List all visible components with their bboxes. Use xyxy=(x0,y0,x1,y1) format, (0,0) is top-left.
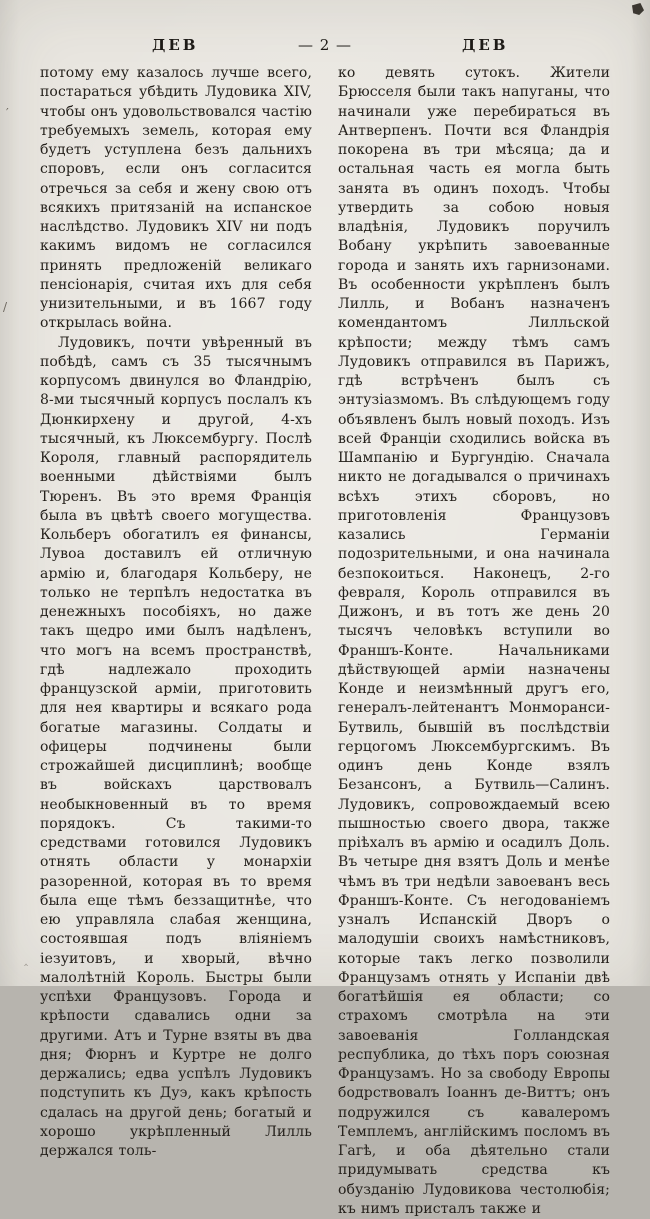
right-column xyxy=(338,64,610,1219)
ink-speck xyxy=(632,3,644,15)
header-keyword-left: ДЕВ xyxy=(152,36,199,54)
page-header xyxy=(0,36,650,56)
scan-artifact: ‸ xyxy=(24,952,29,966)
scan-artifact: / xyxy=(3,300,8,314)
scan-artifact: ′ xyxy=(6,106,9,120)
paragraph: потому ему казалось лучше всего, постараться убѣдить Лудовика XIV, чтобы онъ удовольствовался частію требуемыхъ земель, которая ему будетъ уступлена безъ дальнихъ споровъ, если онъ согласится отречься за себя и жену свою отъ всякихъ притязаній на испанское наслѣдство. Лудовикъ XIV ни подъ какимъ видомъ не согласился принять предложеній великаго пенсіонарія, считая ихъ для себя унизительными, и въ 1667 году открылась война. xyxy=(40,65,312,332)
paragraph: ко девять сутокъ. Жители Брюсселя были такъ напуганы, что начинали уже перебираться въ Антверпенъ. Почти вся Фландрія покорена въ три мѣсяца; да и остальная часть ея могла быть занята въ одинъ походъ. Чтобы утвердить за собою новыя владѣнія, Лудовикъ поручилъ Вобану укрѣпить завоеванные города и занять ихъ гарнизонами. Въ особенности укрѣпленъ былъ Лилль, и Вобанъ назначенъ комендантомъ Лилльской крѣпости; между тѣмъ самъ Лудовикъ отправился въ Парижъ, гдѣ встрѣченъ былъ съ энтузіазмомъ. Въ слѣдующемъ году объявленъ былъ новый походъ. Изъ всей Франціи сходились войска въ Шампанію и Бургундію. Сначала никто не догадывался о причинахъ всѣхъ этихъ сборовъ, но приготовленія Французовъ казались Германіи подозрительными, и она начинала безпокоиться. Наконецъ, 2-го февраля, Король отправился въ Дижонъ, и въ тотъ же день 20 тысячъ человѣкъ вступили во Франшъ-Конте. Начальниками дѣйствующей арміи назначены Конде и неизмѣнный другъ его, генералъ-лейтенантъ Монморанси-Бутвиль, бывшій въ послѣдствіи герцогомъ Люксембургскимъ. Въ одинъ день Конде взялъ Безансонъ, а Бутвиль—Салинъ. Лудовикъ, сопровождаемый всею пышностью своего двора, также пріѣхалъ въ армію и осадилъ Доль. Въ четыре дня взятъ Доль и менѣе чѣмъ въ три недѣли завоеванъ весь Франшъ-Конте. Съ негодованіемъ узналъ Испанскій Дворъ о малодушіи своихъ намѣстниковъ, которые такъ легко позволили Французамъ отнять у Испаніи двѣ богатѣйшія ея области; со страхомъ смотрѣла на эти завоеванія Голландская республика, до тѣхъ поръ союзная Французамъ. Но за свободу Европы бодрствовалъ Іоаннъ де-Виттъ; онъ подружился съ кавалеромъ Темплемъ, англійскимъ посломъ въ Гагѣ, и оба дѣятельно стали придумывать средства къ обузданію Лудовикова честолюбія; къ нимъ присталъ также и xyxy=(338,65,610,1217)
paragraph: Лудовикъ, почти увѣренный въ побѣдѣ, самъ съ 35 тысячнымъ корпусомъ двинулся во Фландрію, 8-ми тысячный корпусъ послалъ къ Дюнкирхену и другой, 4-хъ тысячный, къ Люксембургу. Послѣ Короля, главный распорядитель военными дѣйствіями былъ Тюренъ. Въ это время Франція была въ цвѣтѣ своего могущества. Кольберъ обогатилъ ея финансы, Лувоа доставилъ ей отличную армію и, благодаря Кольберу, не только не терпѣлъ недостатка въ денежныхъ пособіяхъ, но даже такъ щедро ими былъ надѣленъ, что могъ на всемъ пространствѣ, гдѣ надлежало проходить французской арміи, приготовить для нея квартиры и всякаго рода богатые магазины. Солдаты и офицеры подчинены были строжайшей дисциплинѣ; вообще въ войскахъ царствовалъ необыкновенный въ то время порядокъ. Съ такими-то средствами готовился Лудовикъ отнять области у монархіи разоренной, которая въ то время была еще тѣмъ беззащитнѣе, что ею управляла слабая женщина, состоявшая подъ вліяніемъ іезуитовъ, и хворый, вѣчно малолѣтній Король. Быстры были успѣхи Французовъ. Города и крѣпости сдавались одни за другими. Атъ и Турне взяты въ два дня; Фюрнъ и Куртре не долго держались; едва успѣлъ Лудовикъ подступить къ Дуэ, какъ крѣпость сдалась на другой день; богатый и хорошо укрѣпленный Лилль держался толь- xyxy=(40,334,312,1159)
left-column xyxy=(40,64,312,1161)
header-keyword-right: ДЕВ xyxy=(462,36,509,54)
page-number: — 2 — xyxy=(297,36,353,54)
